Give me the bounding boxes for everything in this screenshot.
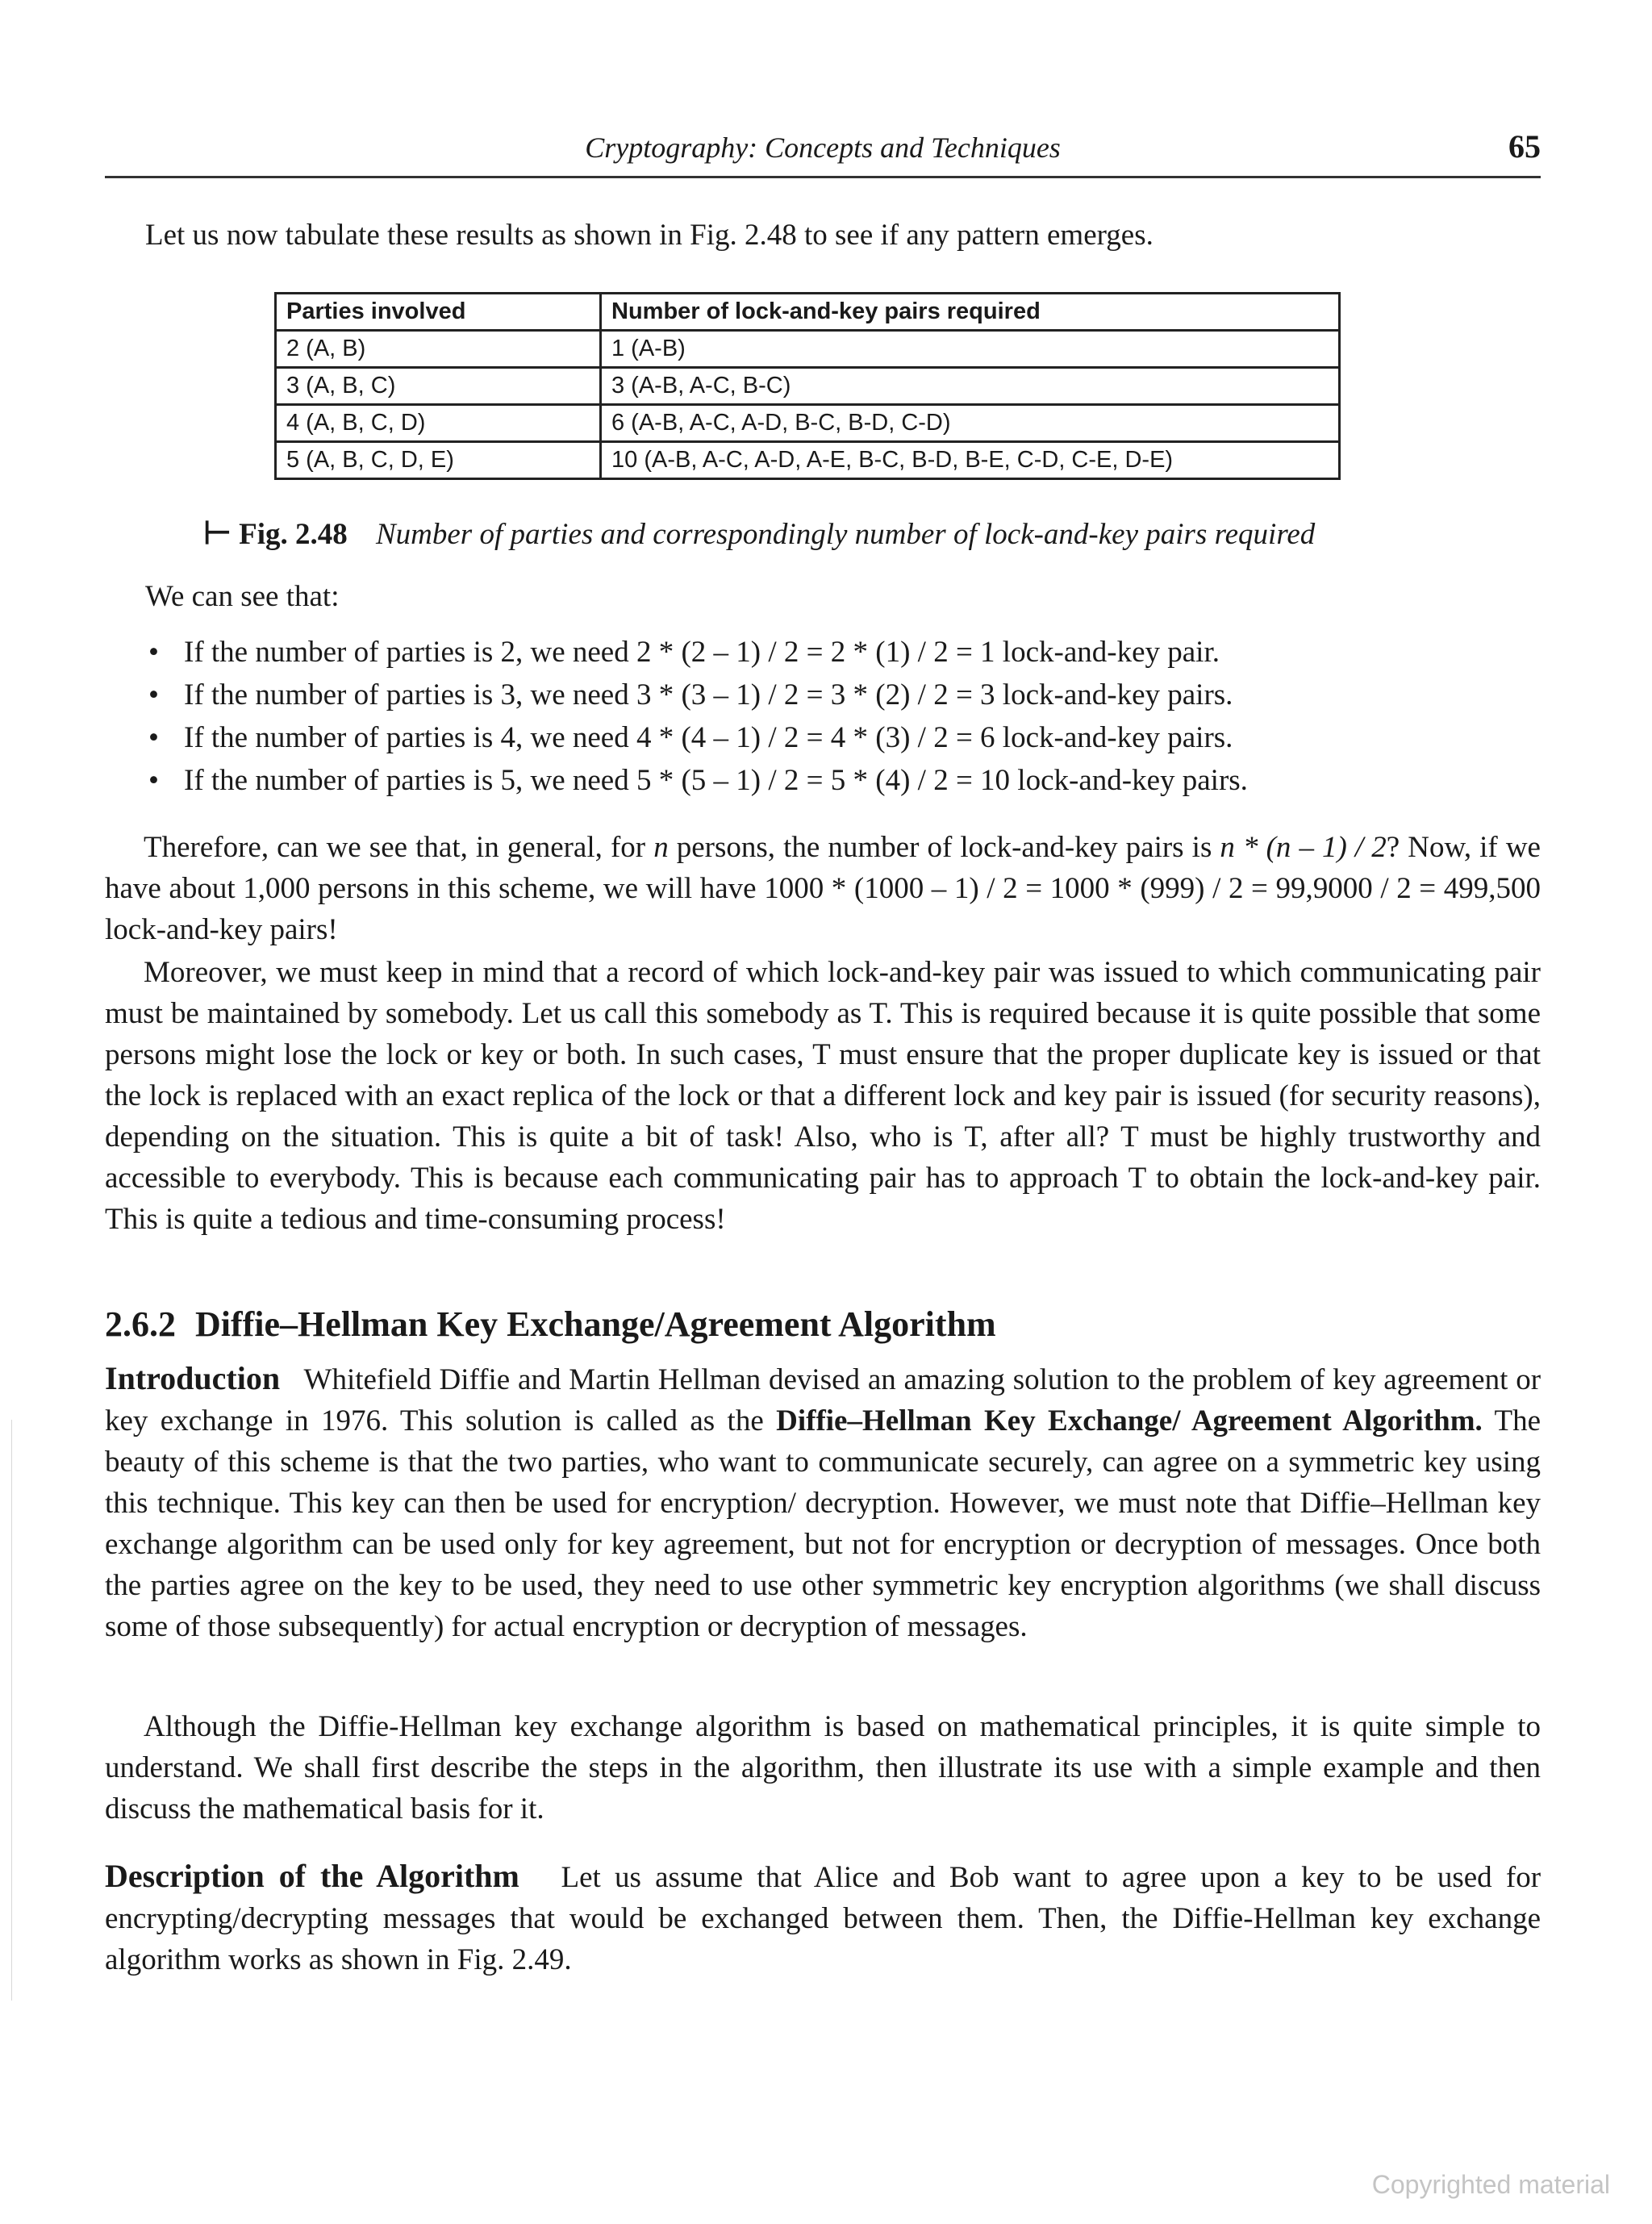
table-cell: 6 (A-B, A-C, A-D, B-C, B-D, C-D)	[601, 405, 1340, 442]
table-header-parties: Parties involved	[276, 294, 601, 331]
table-cell: 5 (A, B, C, D, E)	[276, 442, 601, 479]
section-title: Diffie–Hellman Key Exchange/Agreement Algorithm	[195, 1304, 996, 1344]
running-title: Cryptography: Concepts and Techniques	[585, 131, 1061, 164]
bullet-list	[145, 631, 1248, 802]
table-cell: 3 (A-B, A-C, B-C)	[601, 368, 1340, 405]
list-item: • If the number of parties is 5, we need 5 * (5 – 1) / 2 = 5 * (4) / 2 = 10 lock-and-key pairs.	[145, 759, 1248, 802]
running-header	[105, 127, 1541, 178]
table-cell: 3 (A, B, C)	[276, 368, 601, 405]
table-row	[276, 368, 1340, 405]
math-var: n	[653, 831, 669, 864]
parties-table	[274, 292, 1341, 480]
table-row	[276, 405, 1340, 442]
we-can-see: We can see that:	[145, 580, 340, 613]
list-item: • If the number of parties is 3, we need 3 * (3 – 1) / 2 = 3 * (2) / 2 = 3 lock-and-key pairs.	[145, 674, 1248, 716]
list-item: • If the number of parties is 2, we need 2 * (2 – 1) / 2 = 2 * (1) / 2 = 1 lock-and-key pair.	[145, 631, 1248, 674]
table-header-pairs: Number of lock-and-key pairs required	[601, 294, 1340, 331]
paragraph-therefore	[105, 827, 1541, 950]
list-item: • If the number of parties is 4, we need 4 * (4 – 1) / 2 = 4 * (3) / 2 = 6 lock-and-key pairs.	[145, 716, 1248, 759]
bold-term: Diffie–Hellman Key Exchange/ Agreement Algorithm.	[776, 1404, 1483, 1437]
paragraph-introduction	[105, 1358, 1541, 1647]
figure-caption	[203, 515, 1315, 552]
paragraph-moreover: Moreover, we must keep in mind that a record of which lock-and-key pair was issued to which communicating pair must be maintained by somebody. Let us call this somebody as T. This is required because it is quite possible that some persons might lose the lock or key or both. In such cases, T must ensure that the proper duplicate key is issued or that the lock is replaced with an exact replica of the lock or that a different lock and key pair is issued (for security reasons), depending on the situation. This is quite a bit of task! Also, who is T, after all? T must be highly trustworthy and accessible to everybody. This is because each communicating pair has to approach T to obtain the lock-and-key pair. This is quite a tedious and time-consuming process!	[105, 956, 1541, 1236]
section-number: 2.6.2	[105, 1304, 176, 1344]
caption-marker-icon: ⊢	[203, 515, 232, 551]
text-run: ? Now, if we have about 1,000 persons in this scheme, we will have 1000 * (1000 – 1) / 2 = 1000 * (999) / 2 = 99,9000 / 2 = 499,500 lock-and-key pairs!	[105, 831, 1541, 946]
scan-margin-line	[11, 1420, 12, 2001]
table-cell: 10 (A-B, A-C, A-D, A-E, B-C, B-D, B-E, C-D, C-E, D-E)	[601, 442, 1340, 479]
table-row	[276, 442, 1340, 479]
text-run: Whitefield Diffie and Martin Hellman devised an amazing solution to the problem of key agreement or key exchange in 1976. This solution is called as the	[105, 1363, 1541, 1437]
text-run: The beauty of this scheme is that the two parties, who want to communicate securely, can agree on a symmetric key using this technique. This key can then be used for encryption/ decryption. However, we must note that Diffie–Hellman key exchange algorithm can be used only for key agreement, but not for encryption or decryption of messages. Once both the parties agree on the key to be used, they need to use other symmetric key encryption algorithms (we shall discuss some of those subsequently) for actual encryption or decryption of messages.	[105, 1404, 1541, 1643]
section-heading	[105, 1304, 996, 1345]
caption-text: Number of parties and correspondingly number of lock-and-key pairs required	[375, 518, 1316, 551]
table-cell: 2 (A, B)	[276, 331, 601, 368]
text-run: Therefore, can we see that, in general, for	[144, 831, 654, 864]
table-row	[276, 331, 1340, 368]
text-run: Let us assume that Alice and Bob want to agree upon a key to be used for encrypting/decrypting messages that would be exchanged between them. Then, the Diffie-Hellman key exchange algorithm works as shown in Fig. 2.49.	[105, 1861, 1541, 1976]
runin-heading: Introduction	[105, 1360, 281, 1396]
runin-heading: Description of the Algorithm	[105, 1858, 519, 1894]
text-run: persons, the number of lock-and-key pairs is	[668, 831, 1220, 864]
intro-sentence: Let us now tabulate these results as shown in Fig. 2.48 to see if any pattern emerges.	[145, 219, 1153, 252]
table-header-row	[276, 294, 1340, 331]
math-formula: n * (n – 1) / 2	[1220, 831, 1387, 864]
table-cell: 1 (A-B)	[601, 331, 1340, 368]
paragraph-description	[105, 1855, 1541, 1980]
paragraph-although: Although the Diffie-Hellman key exchange algorithm is based on mathematical principles, it is quite simple to understand. We shall first describe the steps in the algorithm, then illustrate its use with a simple example and then discuss the mathematical basis for it.	[105, 1710, 1541, 1826]
table-cell: 4 (A, B, C, D)	[276, 405, 601, 442]
watermark: Copyrighted material	[1371, 2170, 1610, 2199]
caption-label: Fig. 2.48	[239, 518, 348, 551]
page-number: 65	[1508, 128, 1541, 165]
